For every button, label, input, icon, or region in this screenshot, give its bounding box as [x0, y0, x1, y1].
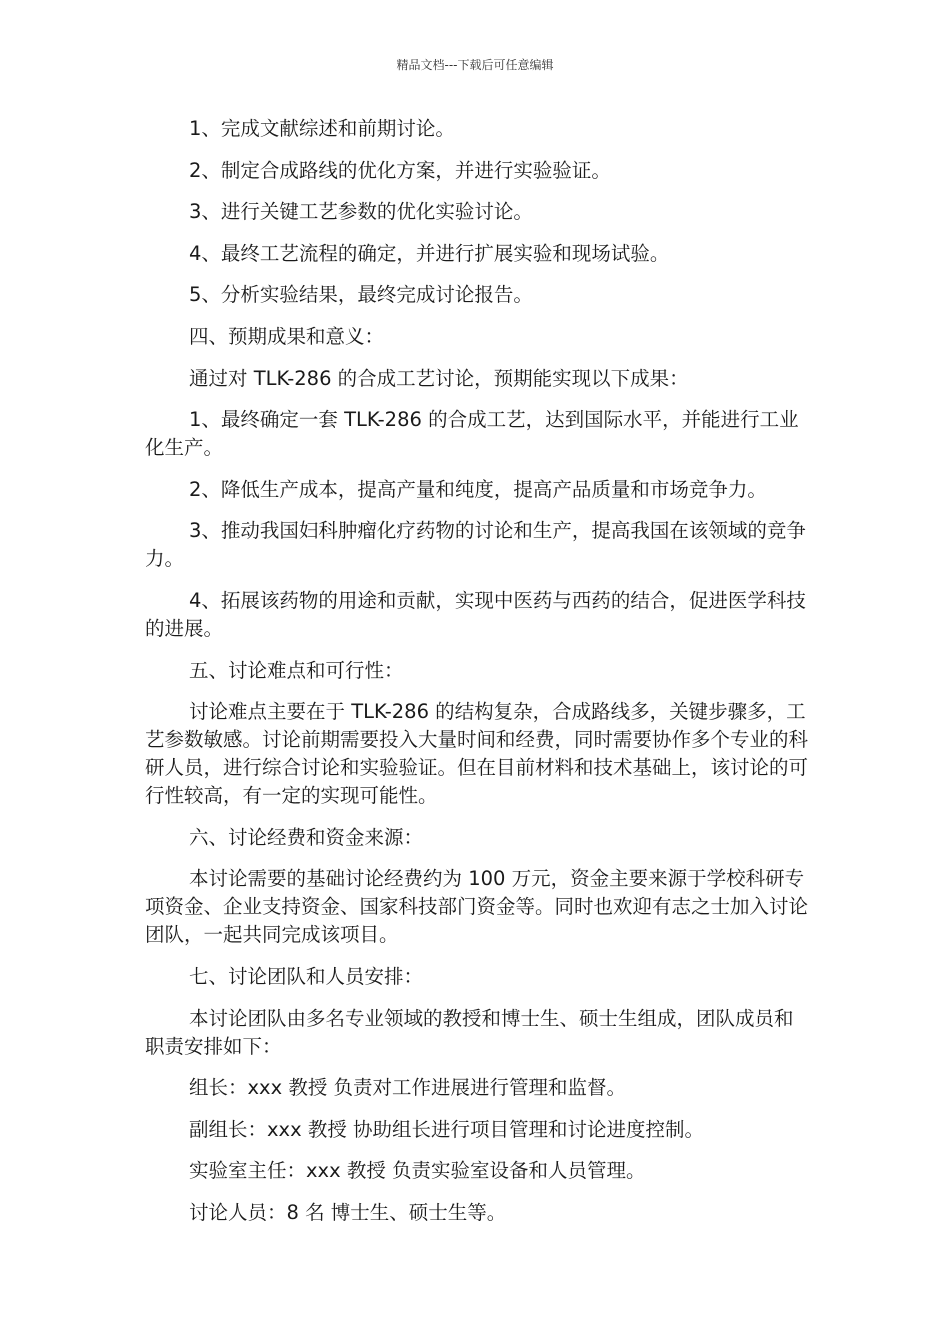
paragraph-team-leader: 组长：xxx 教授 负责对工作进展进行管理和监督。 — [189, 1076, 627, 1100]
paragraph-expected-2: 2、降低生产成本，提高产量和纯度，提高产品质量和市场竞争力。 — [189, 477, 767, 501]
section-heading-5: 五、讨论难点和可行性： — [189, 658, 404, 682]
paragraph-expected-intro: 通过对 TLK-286 的合成工艺讨论，预期能实现以下成果： — [189, 366, 689, 390]
paragraph-team-lab-director: 实验室主任：xxx 教授 负责实验室设备和人员管理。 — [189, 1159, 646, 1183]
paragraph-difficulty: 讨论难点主要在于 TLK-286 的结构复杂，合成路线多，关键步骤多，工艺参数敏感。讨论前期需要投入大量时间和经费，同时需要协作多个专业的科研人员，进行综合讨论和实验验证。但在目前材料和技术基础上，该讨论的可行性较高，有一定的实现可能性。 — [145, 700, 809, 808]
paragraph-step-4: 4、最终工艺流程的确定，并进行扩展实验和现场试验。 — [189, 241, 670, 265]
paragraph-team-deputy: 副组长：xxx 教授 协助组长进行项目管理和讨论进度控制。 — [189, 1117, 705, 1141]
section-heading-7: 七、讨论团队和人员安排： — [189, 964, 424, 988]
paragraph-step-1: 1、完成文献综述和前期讨论。 — [189, 117, 455, 140]
paragraph-team-intro: 本讨论团队由多名专业领域的教授和博士生、硕士生组成，团队成员和职责安排如下： — [145, 1006, 794, 1058]
paragraph-expected-4: 4、拓展该药物的用途和贡献，实现中医药与西药的结合，促进医学科技的进展。 — [145, 588, 806, 640]
paragraph-step-3: 3、进行关键工艺参数的优化实验讨论。 — [189, 200, 533, 224]
paragraph-step-2: 2、制定合成路线的优化方案，并进行实验验证。 — [189, 158, 611, 182]
section-heading-4: 四、预期成果和意义： — [189, 324, 385, 348]
document-body — [145, 115, 810, 1240]
paragraph-step-5: 5、分析实验结果，最终完成讨论报告。 — [189, 283, 533, 307]
paragraph-funding: 本讨论需要的基础讨论经费约为 100 万元，资金主要来源于学校科研专项资金、企业支持资金、国家科技部门资金等。同时也欢迎有志之士加入讨论团队，一起共同完成该项目。 — [145, 867, 809, 947]
section-heading-6: 六、讨论经费和资金来源： — [189, 825, 424, 849]
paragraph-expected-1: 1、最终确定一套 TLK-286 的合成工艺，达到国际水平，并能进行工业化生产。 — [145, 408, 799, 460]
paragraph-team-members: 讨论人员：8 名 博士生、硕士生等。 — [189, 1200, 507, 1224]
page-header: 精品文档---下载后可任意编辑 — [396, 58, 554, 72]
paragraph-expected-3: 3、推动我国妇科肿瘤化疗药物的讨论和生产，提高我国在该领域的竞争力。 — [145, 519, 806, 571]
